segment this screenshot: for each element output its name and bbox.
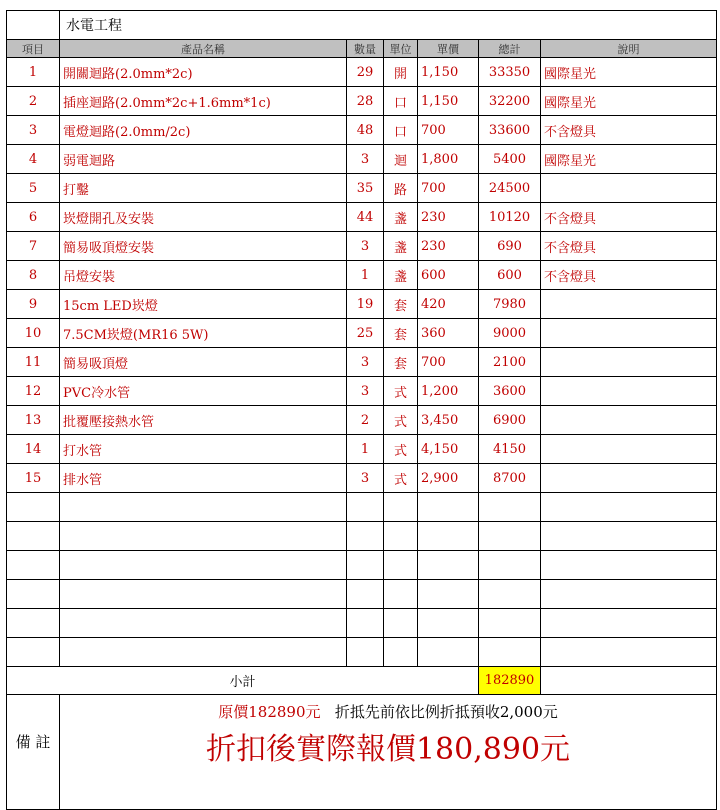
cell-total[interactable]: 9000: [479, 319, 541, 348]
cell-item[interactable]: 6: [7, 203, 60, 232]
cell-price[interactable]: 2,900: [418, 464, 479, 493]
empty-row: [7, 522, 717, 551]
cell-price[interactable]: 700: [418, 348, 479, 377]
empty-cell-note[interactable]: [541, 609, 717, 638]
cell-item[interactable]: 3: [7, 116, 60, 145]
cell-note[interactable]: [541, 406, 717, 435]
cell-total[interactable]: 4150: [479, 435, 541, 464]
cell-total[interactable]: 600: [479, 261, 541, 290]
empty-cell-name[interactable]: [60, 522, 347, 551]
cell-name[interactable]: 崁燈開孔及安裝: [60, 203, 347, 232]
empty-cell-name[interactable]: [60, 493, 347, 522]
cell-unit[interactable]: 式: [384, 464, 418, 493]
empty-cell-qty[interactable]: [347, 580, 384, 609]
empty-cell-item[interactable]: [7, 493, 60, 522]
cell-name[interactable]: 排水管: [60, 464, 347, 493]
empty-cell-price[interactable]: [418, 551, 479, 580]
cell-note[interactable]: 國際星光: [541, 58, 717, 87]
cell-unit[interactable]: 口: [384, 87, 418, 116]
table-row: [7, 87, 717, 116]
subtotal-note-cell[interactable]: [541, 667, 717, 695]
empty-cell-price[interactable]: [418, 609, 479, 638]
header-total[interactable]: 總計: [479, 40, 541, 58]
cell-qty[interactable]: 3: [347, 348, 384, 377]
cell-item[interactable]: 13: [7, 406, 60, 435]
table-row: [7, 348, 717, 377]
cell-name[interactable]: 7.5CM崁燈(MR16 5W): [60, 319, 347, 348]
table-row: [7, 464, 717, 493]
cell-total[interactable]: 7980: [479, 290, 541, 319]
empty-row: [7, 638, 717, 667]
cell-name[interactable]: 弱電迴路: [60, 145, 347, 174]
cell-qty[interactable]: 29: [347, 58, 384, 87]
empty-cell-item[interactable]: [7, 580, 60, 609]
cell-note[interactable]: [541, 319, 717, 348]
empty-row: [7, 609, 717, 638]
remark-deduction-text: 折抵先前依比例折抵預收2,000元: [334, 703, 558, 721]
empty-row: [7, 580, 717, 609]
cell-item[interactable]: 14: [7, 435, 60, 464]
cell-total[interactable]: 32200: [479, 87, 541, 116]
table-row: [7, 319, 717, 348]
cell-name[interactable]: 吊燈安裝: [60, 261, 347, 290]
cell-price[interactable]: 3,450: [418, 406, 479, 435]
cell-name[interactable]: 打鑿: [60, 174, 347, 203]
empty-cell-item[interactable]: [7, 609, 60, 638]
cell-unit[interactable]: 盞: [384, 232, 418, 261]
cell-price[interactable]: 4,150: [418, 435, 479, 464]
empty-cell-name[interactable]: [60, 580, 347, 609]
cell-note[interactable]: 國際星光: [541, 87, 717, 116]
empty-cell-note[interactable]: [541, 580, 717, 609]
cell-qty[interactable]: 44: [347, 203, 384, 232]
cell-total[interactable]: 690: [479, 232, 541, 261]
sheet-title[interactable]: 水電工程: [60, 11, 717, 40]
table-row: [7, 406, 717, 435]
cell-price[interactable]: 230: [418, 232, 479, 261]
header-qty[interactable]: 數量: [347, 40, 384, 58]
cell-name[interactable]: 簡易吸頂燈: [60, 348, 347, 377]
cell-total[interactable]: 8700: [479, 464, 541, 493]
cell-qty[interactable]: 48: [347, 116, 384, 145]
cell-qty[interactable]: 3: [347, 377, 384, 406]
subtotal-label[interactable]: 小計: [7, 667, 479, 695]
remark-content[interactable]: [60, 695, 717, 810]
cell-unit[interactable]: 口: [384, 116, 418, 145]
cell-unit[interactable]: 迴: [384, 145, 418, 174]
cell-qty[interactable]: 3: [347, 464, 384, 493]
empty-cell-item[interactable]: [7, 638, 60, 667]
cell-qty[interactable]: 3: [347, 145, 384, 174]
cell-unit[interactable]: 盞: [384, 203, 418, 232]
title-blank-cell[interactable]: [7, 11, 60, 40]
cell-note[interactable]: [541, 290, 717, 319]
empty-cell-price[interactable]: [418, 522, 479, 551]
cell-item[interactable]: 4: [7, 145, 60, 174]
cell-note[interactable]: [541, 377, 717, 406]
subtotal-row: [7, 667, 717, 695]
cell-qty[interactable]: 2: [347, 406, 384, 435]
cell-item[interactable]: 9: [7, 290, 60, 319]
cell-price[interactable]: 420: [418, 290, 479, 319]
remark-label[interactable]: 備 註: [7, 695, 60, 810]
header-name[interactable]: 產品名稱: [60, 40, 347, 58]
empty-cell-name[interactable]: [60, 609, 347, 638]
empty-cell-unit[interactable]: [384, 493, 418, 522]
table-row: [7, 145, 717, 174]
cell-name[interactable]: 電燈迴路(2.0mm/2c): [60, 116, 347, 145]
table-row: [7, 435, 717, 464]
remark-final-price: 折扣後實際報價180,890元: [205, 732, 571, 767]
cell-qty[interactable]: 1: [347, 261, 384, 290]
cell-qty[interactable]: 3: [347, 232, 384, 261]
empty-cell-unit[interactable]: [384, 580, 418, 609]
cell-note[interactable]: [541, 464, 717, 493]
cell-name[interactable]: 開關迴路(2.0mm*2c): [60, 58, 347, 87]
cell-total[interactable]: 2100: [479, 348, 541, 377]
cell-price[interactable]: 700: [418, 174, 479, 203]
table-row: [7, 203, 717, 232]
cell-total[interactable]: 5400: [479, 145, 541, 174]
table-row: [7, 377, 717, 406]
empty-cell-unit[interactable]: [384, 638, 418, 667]
cell-qty[interactable]: 19: [347, 290, 384, 319]
cell-name[interactable]: PVC冷水管: [60, 377, 347, 406]
cell-unit[interactable]: 路: [384, 174, 418, 203]
cell-unit[interactable]: 式: [384, 406, 418, 435]
cell-name[interactable]: 打水管: [60, 435, 347, 464]
empty-cell-qty[interactable]: [347, 609, 384, 638]
empty-cell-total[interactable]: [479, 638, 541, 667]
cell-total[interactable]: 10120: [479, 203, 541, 232]
table-row: [7, 116, 717, 145]
empty-row: [7, 551, 717, 580]
empty-cell-note[interactable]: [541, 522, 717, 551]
cell-item[interactable]: 15: [7, 464, 60, 493]
cell-note[interactable]: 國際星光: [541, 145, 717, 174]
cell-name[interactable]: 15cm LED崁燈: [60, 290, 347, 319]
empty-cell-note[interactable]: [541, 551, 717, 580]
cell-price[interactable]: 600: [418, 261, 479, 290]
cell-total[interactable]: 6900: [479, 406, 541, 435]
empty-cell-unit[interactable]: [384, 609, 418, 638]
table-row: [7, 261, 717, 290]
cell-item[interactable]: 5: [7, 174, 60, 203]
remark-original-price-text: 原價182890元: [218, 703, 321, 721]
empty-cell-qty[interactable]: [347, 638, 384, 667]
cell-unit[interactable]: 開: [384, 58, 418, 87]
header-item[interactable]: 項目: [7, 40, 60, 58]
empty-cell-qty[interactable]: [347, 551, 384, 580]
cell-item[interactable]: 12: [7, 377, 60, 406]
empty-cell-total[interactable]: [479, 580, 541, 609]
empty-cell-item[interactable]: [7, 551, 60, 580]
cell-unit[interactable]: 式: [384, 435, 418, 464]
empty-cell-note[interactable]: [541, 493, 717, 522]
table-row: [7, 58, 717, 87]
cell-unit[interactable]: 套: [384, 319, 418, 348]
remark-original-price: [60, 701, 716, 722]
cell-name[interactable]: 批覆壓接熱水管: [60, 406, 347, 435]
empty-cell-total[interactable]: [479, 551, 541, 580]
cell-price[interactable]: 700: [418, 116, 479, 145]
cell-qty[interactable]: 1: [347, 435, 384, 464]
cell-item[interactable]: 2: [7, 87, 60, 116]
cell-note[interactable]: 不含燈具: [541, 116, 717, 145]
header-row: [7, 40, 717, 58]
cell-price[interactable]: 230: [418, 203, 479, 232]
header-unit[interactable]: 單位: [384, 40, 418, 58]
empty-cell-total[interactable]: [479, 609, 541, 638]
cell-item[interactable]: 1: [7, 58, 60, 87]
empty-cell-qty[interactable]: [347, 522, 384, 551]
empty-cell-price[interactable]: [418, 580, 479, 609]
cell-item[interactable]: 8: [7, 261, 60, 290]
cell-total[interactable]: 33350: [479, 58, 541, 87]
cell-price[interactable]: 1,150: [418, 58, 479, 87]
cell-qty[interactable]: 25: [347, 319, 384, 348]
cell-total[interactable]: 24500: [479, 174, 541, 203]
empty-cell-name[interactable]: [60, 638, 347, 667]
empty-cell-qty[interactable]: [347, 493, 384, 522]
cell-note[interactable]: [541, 174, 717, 203]
empty-cell-unit[interactable]: [384, 522, 418, 551]
cell-price[interactable]: 1,200: [418, 377, 479, 406]
cell-unit[interactable]: 式: [384, 377, 418, 406]
cell-unit[interactable]: 套: [384, 290, 418, 319]
empty-cell-unit[interactable]: [384, 551, 418, 580]
empty-cell-name[interactable]: [60, 551, 347, 580]
cell-note[interactable]: [541, 348, 717, 377]
cell-note[interactable]: [541, 435, 717, 464]
cell-price[interactable]: 360: [418, 319, 479, 348]
cell-qty[interactable]: 35: [347, 174, 384, 203]
cell-total[interactable]: 33600: [479, 116, 541, 145]
cell-note[interactable]: 不含燈具: [541, 232, 717, 261]
empty-row: [7, 493, 717, 522]
cell-price[interactable]: 1,800: [418, 145, 479, 174]
title-row: [7, 11, 717, 40]
cell-name[interactable]: 插座迴路(2.0mm*2c+1.6mm*1c): [60, 87, 347, 116]
cell-qty[interactable]: 28: [347, 87, 384, 116]
cell-unit[interactable]: 套: [384, 348, 418, 377]
empty-cell-total[interactable]: [479, 522, 541, 551]
header-price[interactable]: 單價: [418, 40, 479, 58]
cell-item[interactable]: 10: [7, 319, 60, 348]
empty-cell-item[interactable]: [7, 522, 60, 551]
header-note[interactable]: 說明: [541, 40, 717, 58]
cell-total[interactable]: 3600: [479, 377, 541, 406]
table-row: [7, 232, 717, 261]
empty-cell-note[interactable]: [541, 638, 717, 667]
empty-cell-total[interactable]: [479, 493, 541, 522]
subtotal-value[interactable]: 182890: [479, 667, 541, 695]
remark-row: [7, 695, 717, 810]
cell-note[interactable]: 不含燈具: [541, 203, 717, 232]
cell-item[interactable]: 11: [7, 348, 60, 377]
empty-cell-price[interactable]: [418, 493, 479, 522]
cell-unit[interactable]: 盞: [384, 261, 418, 290]
quote-sheet: [6, 10, 717, 810]
cell-note[interactable]: 不含燈具: [541, 261, 717, 290]
cell-item[interactable]: 7: [7, 232, 60, 261]
table-row: [7, 174, 717, 203]
empty-cell-price[interactable]: [418, 638, 479, 667]
cell-name[interactable]: 簡易吸頂燈安裝: [60, 232, 347, 261]
cell-price[interactable]: 1,150: [418, 87, 479, 116]
table-row: [7, 290, 717, 319]
